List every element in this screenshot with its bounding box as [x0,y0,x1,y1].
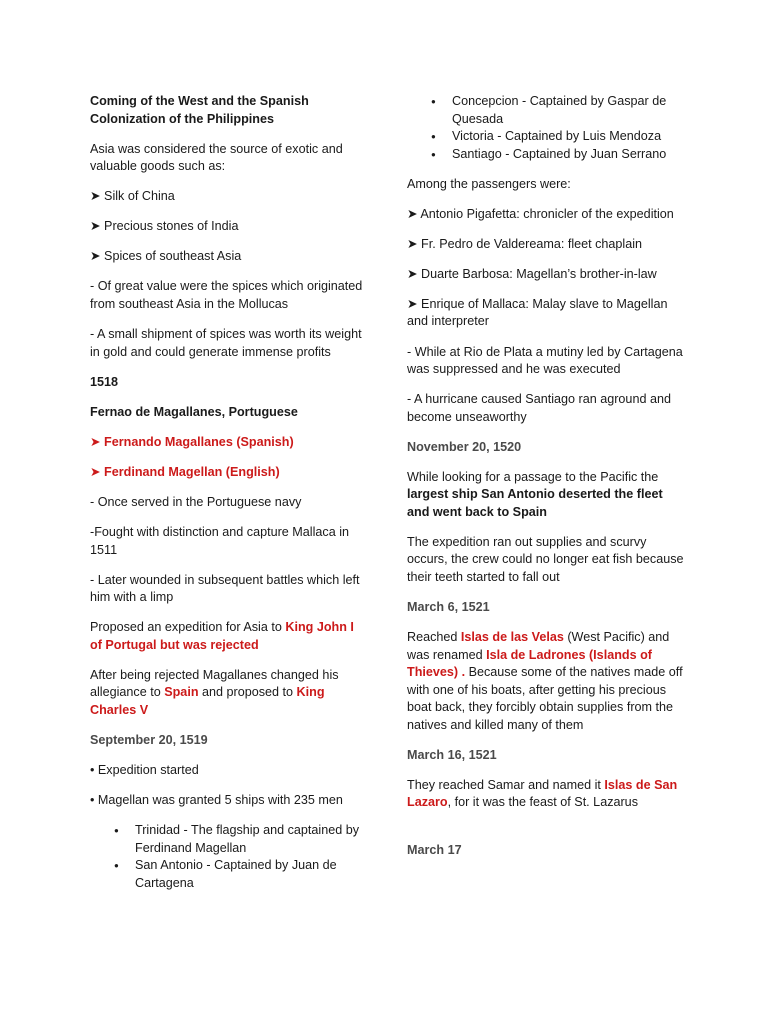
velas-paragraph [407,629,687,734]
passenger-item: ➤ Duarte Barbosa: Magellan’s brother-in-law [407,266,657,281]
allegiance-highlight-spain: Spain [164,685,199,700]
samar-highlight: Islas de San Lazaro [407,777,678,810]
velas-text: Because some of the natives made off with one of his boats, after getting his precious boat back, they forcibly obtain supplies from the natives and killed many of them [407,665,683,732]
bio-line: - Later wounded in subsequent battles which left him with a limp [90,572,360,605]
spices-note: - A small shipment of spices was worth its weight in gold and could generate immense profits [90,327,362,359]
date-heading: March 16, 1521 [407,747,497,762]
goods-item: ➤ Silk of China [90,189,175,204]
ship-item: ● Santiago - Captained by Juan Serrano [452,146,687,164]
date-heading: September 20, 1519 [90,733,208,747]
ships-granted: • Magellan was granted 5 ships with 235 men [90,793,343,808]
allegiance-text: and proposed to [198,685,297,700]
ladrones-highlight: Isla de Ladrones (Islands of Thieves) . [407,647,652,680]
allegiance-highlight-king: King Charles V [90,685,325,717]
velas-text: Reached [407,630,461,645]
goods-item: ➤ Spices of southeast Asia [90,249,242,264]
year-heading: 1518 [90,374,119,389]
samar-text: , for it was the feast of St. Lazarus [447,795,638,810]
mutiny-note: - While at Rio de Plata a mutiny led by Cartagena was suppressed and he was executed [407,344,683,377]
left-column [90,93,368,905]
desertion-text: While looking for a passage to the Pacific the [407,469,659,484]
allegiance-text: After being rejected Magallanes changed his allegiance to [90,667,339,700]
proposal-text: Proposed an expedition for Asia to [90,620,286,635]
goods-item: ➤ Precious stones of India [90,219,239,234]
proposal-highlight: King John I of Portugal but was rejected [90,620,354,652]
samar-paragraph [407,777,687,812]
desertion-paragraph [407,469,687,522]
date-heading: November 20, 1520 [407,439,522,454]
spices-note: - Of great value were the spices which originated from southeast Asia in the Mollucas [90,279,363,311]
date-heading: March 17 [407,842,462,857]
passenger-item: ➤ Enrique of Mallaca: Malay slave to Magellan and interpreter [407,296,668,329]
velas-text: (West Pacific) and was renamed [407,630,670,662]
desertion-bold: largest ship San Antonio deserted the fleet and went back to Spain [407,487,663,519]
bio-line: -Fought with distinction and capture Mallaca in 1511 [90,525,350,557]
ships-list [407,93,687,163]
right-column [407,93,687,872]
name-spanish: ➤ Fernando Magallanes (Spanish) [90,434,294,449]
bio-line: - Once served in the Portuguese navy [90,495,302,510]
document-title: Coming of the West and the Spanish Colonization of the Philippines [90,94,309,126]
ship-item: ● Concepcion - Captained by Gaspar de Quesada [452,93,687,128]
ships-list [90,822,368,892]
expedition-started: • Expedition started [90,763,199,778]
ship-item: ● Trinidad - The flagship and captained by Ferdinand Magellan [135,822,368,857]
hurricane-note: - A hurricane caused Santiago ran aground and become unseaworthy [407,392,671,424]
velas-highlight: Islas de las Velas [460,630,564,645]
ship-item: ● Victoria - Captained by Luis Mendoza [452,128,687,146]
passenger-item: ➤ Fr. Pedro de Valdereama: fleet chaplain [407,236,643,251]
samar-text: They reached Samar and named it [407,777,605,792]
intro-paragraph: Asia was considered the source of exotic and valuable goods such as: [90,141,343,174]
passenger-item: ➤ Antonio Pigafetta: chronicler of the expedition [407,206,674,221]
allegiance-paragraph [90,667,368,720]
name-english: ➤ Ferdinand Magellan (English) [90,464,280,479]
scurvy-paragraph: The expedition ran out supplies and scurvy occurs, the crew could no longer eat fish because their teeth started to fall out [407,534,684,584]
proposal-paragraph [90,619,368,654]
passengers-intro: Among the passengers were: [407,176,571,191]
name-portuguese: Fernao de Magallanes, Portuguese [90,404,298,419]
ship-item: ● San Antonio - Captained by Juan de Cartagena [135,857,368,892]
date-heading: March 6, 1521 [407,600,490,615]
